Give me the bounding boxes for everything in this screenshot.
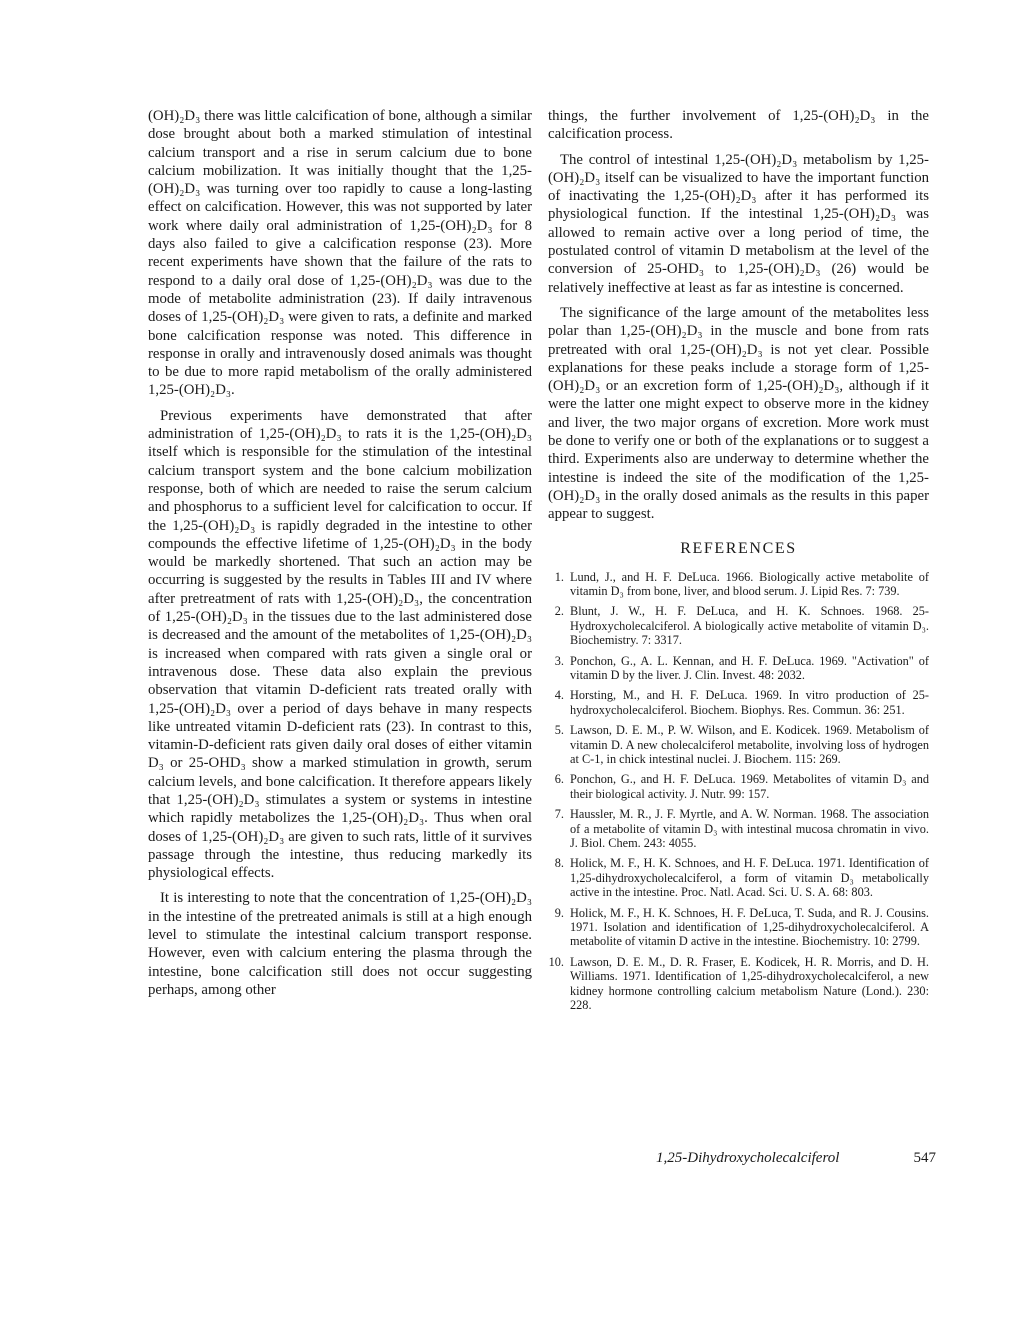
body-paragraph: Previous experiments have demonstrated that after administration of 1,25-(OH)₂D₃ to rats it is the 1,25-(OH)₂D₃ itself which is responsible for the stimulation of the intestinal calcium transport system and the bone calcium mobilization response, both of which are needed to raise the serum calcium and phosphorus to a sufficient level for calcification to occur. If the 1,25-(OH)₂D₃ is rapidly degraded in the intestine to other compounds the effective lifetime of 1,25-(OH)₂D₃ in the body would be markedly shortened. That such an action may be occurring is suggested by the results in Tables III and IV where after pretreatment of rats with 1,25-(OH)₂D₃, the concentration of 1,25-(OH)₂D₃ in the tissues due to the last administered dose is decreased and the amount of the metabolites of 1,25-(OH)₂D₃ is increased when compared with rats given a single oral or intravenous dose. These data also explain the previous observation that vitamin D-deficient rats treated orally with 1,25-(OH)₂D₃ over a period of days behave in many respects like untreated vitamin D-deficient rats (23). In contrast to this, vitamin-D-deficient rats given daily oral doses of either vitamin D₃ or 25-OHD₃ show a marked stimulation in growth, serum calcium levels, and bone calcification. It therefore appears likely that 1,25-(OH)₂D₃ stimulates a system or systems in intestine which rapidly metabolizes the 1,25-(OH)₂D₃. Thus when oral doses of 1,25-(OH)₂D₃ are given to such rats, little of it survives passage through the intestine, thus reducing markedly its physiological effects. — [148, 407, 532, 882]
reference-text: Horsting, M., and H. F. DeLuca. 1969. In vitro production of 25-hydroxycholecalciferol. Biochem. Biophys. Res. Commun. 36: 251. — [570, 688, 929, 717]
right-column — [548, 107, 929, 1019]
reference-text: Lawson, D. E. M., P. W. Wilson, and E. Kodicek. 1969. Metabolism of vitamin D. A new cholecalciferol metabolite, involving loss of hydrogen at C-1, in chick intestinal nuclei. J. Biochem. 115: 269. — [570, 723, 929, 766]
body-paragraph: It is interesting to note that the concentration of 1,25-(OH)₂D₃ in the intestine of the pretreated animals is still at a high enough level to stimulate the intestinal calcium transport response. However, even with calcium entering the plasma through the intestine, bone calcification still does not occur suggesting perhaps, among other — [148, 890, 532, 998]
references-heading: REFERENCES — [680, 539, 797, 557]
reference-text: Ponchon, G., A. L. Kennan, and H. F. DeLuca. 1969. "Activation" of vitamin D by the liver. J. Clin. Invest. 48: 2032. — [570, 653, 929, 682]
reference-number: 3. — [554, 653, 564, 668]
reference-item — [548, 570, 929, 599]
page-number: 547 — [913, 1150, 936, 1166]
reference-number: 5. — [554, 723, 564, 738]
reference-text: Blunt, J. W., H. F. DeLuca, and H. K. Schnoes. 1968. 25-Hydroxycholecalciferol. A biologically active metabolite of vitamin D₃. Biochemistry. 7: 3317. — [570, 604, 929, 648]
reference-number: 10. — [548, 954, 564, 969]
reference-item — [548, 856, 929, 899]
reference-item — [548, 688, 929, 717]
body-paragraph: The control of intestinal 1,25-(OH)₂D₃ metabolism by 1,25-(OH)₂D₃ itself can be visualized to have the important function of inactivating the 1,25-(OH)₂D₃ after it has performed its physiological function. If the intestinal 1,25-(OH)₂D₃ was allowed to remain active over a long period of time, the postulated control of vitamin D metabolism at the level of the conversion of 25-OHD₃ to 1,25-(OH)₂D₃ (26) would be relatively ineffective at least as far as intestine is concerned. — [548, 151, 929, 296]
reference-text: Lund, J., and H. F. DeLuca. 1966. Biologically active metabolite of vitamin D₃ from bone, liver, and blood serum. J. Lipid Res. 7: 739. — [570, 569, 929, 598]
body-paragraph: The significance of the large amount of the metabolites less polar than 1,25-(OH)₂D₃ in the muscle and bone from rats pretreated with oral 1,25-(OH)₂D₃ is not yet clear. Possible explanations for these peaks include a storage form of 1,25-(OH)₂D₃ or an excretion form of 1,25-(OH)₂D₃, although if it were the latter one might expect to observe more in the kidney and liver, the two major organs of excretion. More work must be done to verify one or both of the explanations or to suggest a third. Experiments also are underway to determine whether the intestine is indeed the site of the modification of the 1,25-(OH)₂D₃ in the orally dosed animals as the results in this paper appear to suggest. — [548, 304, 929, 523]
reference-number: 7. — [554, 807, 564, 822]
reference-text: Holick, M. F., H. K. Schnoes, and H. F. DeLuca. 1971. Identification of 1,25-dihydroxycholecalciferol, a form of vitamin D₃ metabolically active in the intestine. Proc. Natl. Acad. Sci. U. S. A. 68: 803. — [570, 856, 929, 900]
reference-item — [548, 772, 929, 801]
reference-text: Holick, M. F., H. K. Schnoes, H. F. DeLuca, T. Suda, and R. J. Cousins. 1971. Isolation and identification of 1,25-dihydroxycholecalciferol. A metabolite of vitamin D active in the intestine. Biochemistry. 10: 2799. — [570, 905, 929, 949]
reference-number: 4. — [554, 688, 564, 703]
reference-text: Lawson, D. E. M., D. R. Fraser, E. Kodicek, H. R. Morris, and D. H. Williams. 1971. Identification of 1,25-dihydroxycholecalciferol, a new kidney hormone controlling calcium metabolism Nature (Lond.). 230: 228. — [570, 954, 929, 1013]
reference-number: 1. — [554, 569, 564, 584]
reference-item — [548, 807, 929, 850]
reference-item — [548, 654, 929, 683]
running-title: 1,25-Dihydroxycholecalciferol — [656, 1150, 840, 1166]
reference-text: Haussler, M. R., J. F. Myrtle, and A. W. Norman. 1968. The association of a metabolite of vitamin D₃ with intestinal mucosa chromatin in vivo. J. Biol. Chem. 243: 4055. — [570, 807, 929, 851]
reference-number: 6. — [554, 772, 564, 787]
reference-number: 9. — [554, 905, 564, 920]
reference-text: Ponchon, G., and H. F. DeLuca. 1969. Metabolites of vitamin D₃ and their biological activity. J. Nutr. 99: 157. — [570, 772, 929, 801]
reference-item — [548, 906, 929, 949]
reference-item — [548, 604, 929, 647]
reference-item — [548, 955, 929, 1013]
body-paragraph: (OH)₂D₃ there was little calcification of bone, although a similar dose brought about both a marked stimulation of intestinal calcium transport and a rise in serum calcium due to bone calcium mobilization. It was initially thought that the 1,25-(OH)₂D₃ was turning over too rapidly to cause a long-lasting effect on calcification. However, this was not supported by later work where daily oral administration of 1,25-(OH)₂D₃ for 8 days also failed to give a calcification response (23). More recent experiments have shown that the failure of the rats to respond to a daily oral dose of 1,25-(OH)₂D₃ was due to the mode of metabolite administration (23). If daily intravenous doses of 1,25-(OH)₂D₃ were given to rats, a definite and marked bone calcification response was noted. This difference in response in orally and intravenously dosed animals was thought to be due to more rapid metabolism of the orally administered 1,25-(OH)₂D₃. — [148, 108, 532, 399]
left-column — [148, 107, 532, 1006]
reference-list — [548, 570, 929, 1013]
reference-number: 8. — [554, 856, 564, 871]
reference-item — [548, 723, 929, 766]
running-footer — [656, 1150, 936, 1167]
reference-number: 2. — [554, 604, 564, 619]
body-paragraph: things, the further involvement of 1,25-(OH)₂D₃ in the calcification process. — [548, 108, 929, 143]
